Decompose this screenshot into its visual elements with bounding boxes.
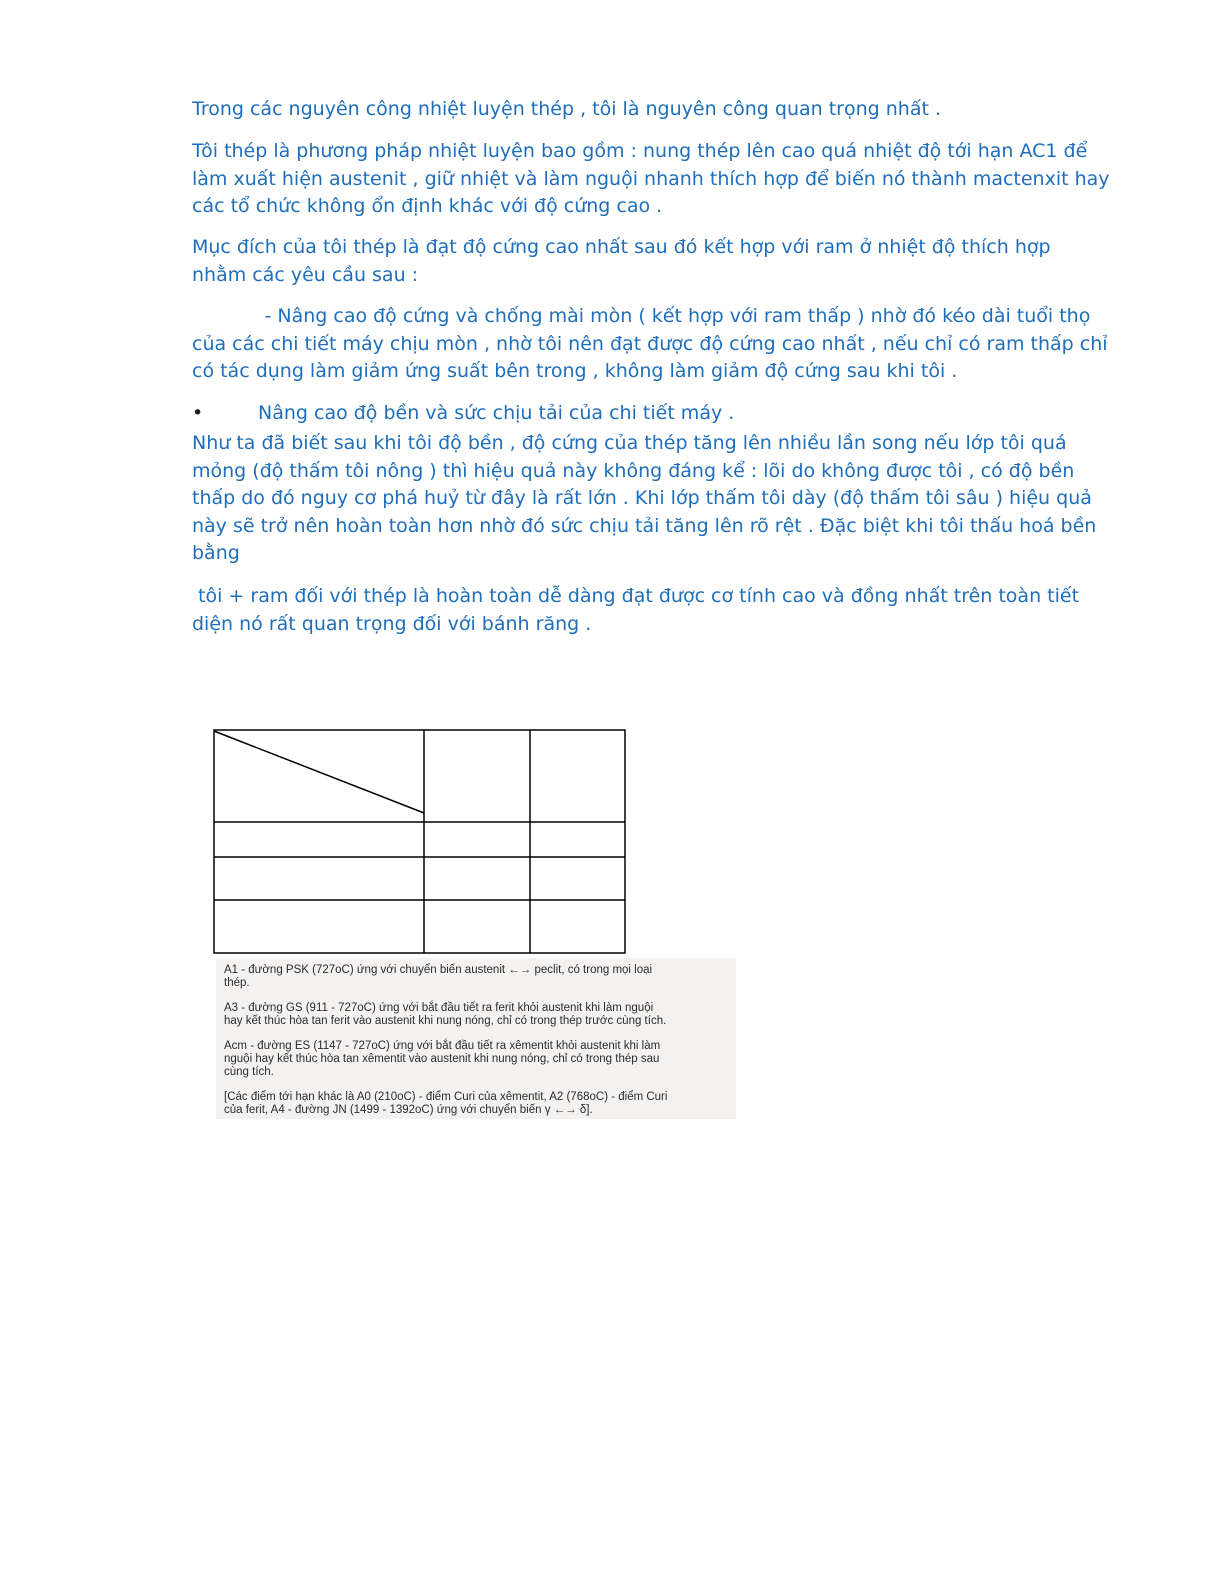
paragraph-definition <box>192 138 1110 221</box>
note-acm <box>224 1040 729 1080</box>
empty-table <box>213 729 626 954</box>
note-line: A1 - đường PSK (727oC) ứng với chuyển biến austenit ←→ peclit, có trong mọi loại <box>224 964 653 976</box>
note-a3 <box>224 1002 729 1028</box>
text-line: mỏng (độ thấm tôi nông ) thì hiệu quả này không đáng kể : lõi do không được tôi , có độ bền <box>192 459 1075 482</box>
text-line: Tôi thép là phương pháp nhiệt luyện bao gồm : nung thép lên cao quá nhiệt độ tới hạn AC1 để <box>192 140 1088 162</box>
text-line: nhằm các yêu cầu sau : <box>192 263 419 286</box>
note-line: A3 - đường GS (911 - 727oC) ứng với bắt đầu tiết ra ferit khỏi austenit khi làm nguội <box>224 1002 654 1014</box>
note-image <box>216 958 736 1119</box>
text-line: thấp do đó nguy cơ phá huỷ từ đây là rất lớn . Khi lớp thấm tôi dày (độ thấm tôi sâu ) hiệu quả <box>192 487 1092 509</box>
note-line: cùng tích. <box>224 1066 274 1079</box>
note-other-points <box>224 1091 729 1117</box>
table-border <box>214 730 625 953</box>
text-line: của các chi tiết máy chịu mòn , nhờ tôi nên đạt được độ cứng cao nhất , nếu chỉ có ram thấp chỉ <box>192 332 1108 355</box>
bullet-text: Nâng cao độ bền và sức chịu tải của chi tiết máy . <box>258 402 735 424</box>
text-line: các tổ chức không ổn định khác với độ cứng cao . <box>192 195 663 217</box>
text-line: Trong các nguyên công nhiệt luyện thép , tôi là nguyên công quan trọng nhất . <box>192 98 941 120</box>
note-line: của ferit, A4 - đường JN (1499 - 1392oC) ứng với chuyển biến γ ←→ δ]. <box>224 1104 593 1117</box>
text-line: làm xuất hiện austenit , giữ nhiệt và làm nguội nhanh thích hợp để biến nó thành mactenxit hay <box>192 167 1110 190</box>
text-line: này sẽ trở nên hoàn toàn hơn nhờ đó sức chịu tải tăng lên rõ rệt . Đặc biệt khi tôi thấu hoá bền <box>192 514 1097 537</box>
note-a1 <box>224 964 729 990</box>
table-grid <box>213 729 626 954</box>
text-line: Như ta đã biết sau khi tôi độ bền , độ cứng của thép tăng lên nhiều lần song nếu lớp tôi quá <box>192 432 1067 454</box>
text-line: - Nâng cao độ cứng và chống mài mòn ( kết hợp với ram thấp ) nhờ đó kéo dài tuổi thọ <box>192 305 1091 327</box>
text-line: tôi + ram đối với thép là hoàn toàn dễ dàng đạt được cơ tính cao và đồng nhất trên toàn tiết <box>192 585 1080 607</box>
note-line: [Các điểm tới hạn khác là A0 (210oC) - điểm Curi của xêmentit, A2 (768oC) - điểm Curi <box>224 1091 668 1103</box>
note-line: nguội hay kết thúc hòa tan xêmentit vào austenit khi nung nóng, chỉ có trong thép sau <box>224 1053 660 1066</box>
text-line: diện nó rất quan trọng đối với bánh răng . <box>192 612 592 635</box>
text-line: bằng <box>192 542 240 564</box>
bullet-icon: • <box>192 402 204 424</box>
paragraph-purpose <box>192 234 1072 289</box>
paragraph-strength <box>192 430 1097 568</box>
paragraph-conclusion <box>192 583 1080 638</box>
text-line: có tác dụng làm giảm ứng suất bên trong , không làm giảm độ cứng sau khi tôi . <box>192 360 958 382</box>
note-line: thép. <box>224 977 250 990</box>
paragraph-hardness <box>192 303 1108 386</box>
text-line: Mục đích của tôi thép là đạt độ cứng cao nhất sau đó kết hợp với ram ở nhiệt độ thích hợp <box>192 236 1051 258</box>
bullet-item <box>192 400 1072 428</box>
table-diagonal-header <box>214 731 424 813</box>
note-line: hay kết thúc hòa tan ferit vào austenit khi nung nóng, chỉ có trong thép trước cùng tích. <box>224 1015 667 1028</box>
note-line: Acm - đường ES (1147 - 727oC) ứng với bắt đầu tiết ra xêmentit khỏi austenit khi làm <box>224 1040 661 1052</box>
paragraph-intro <box>192 96 1072 124</box>
